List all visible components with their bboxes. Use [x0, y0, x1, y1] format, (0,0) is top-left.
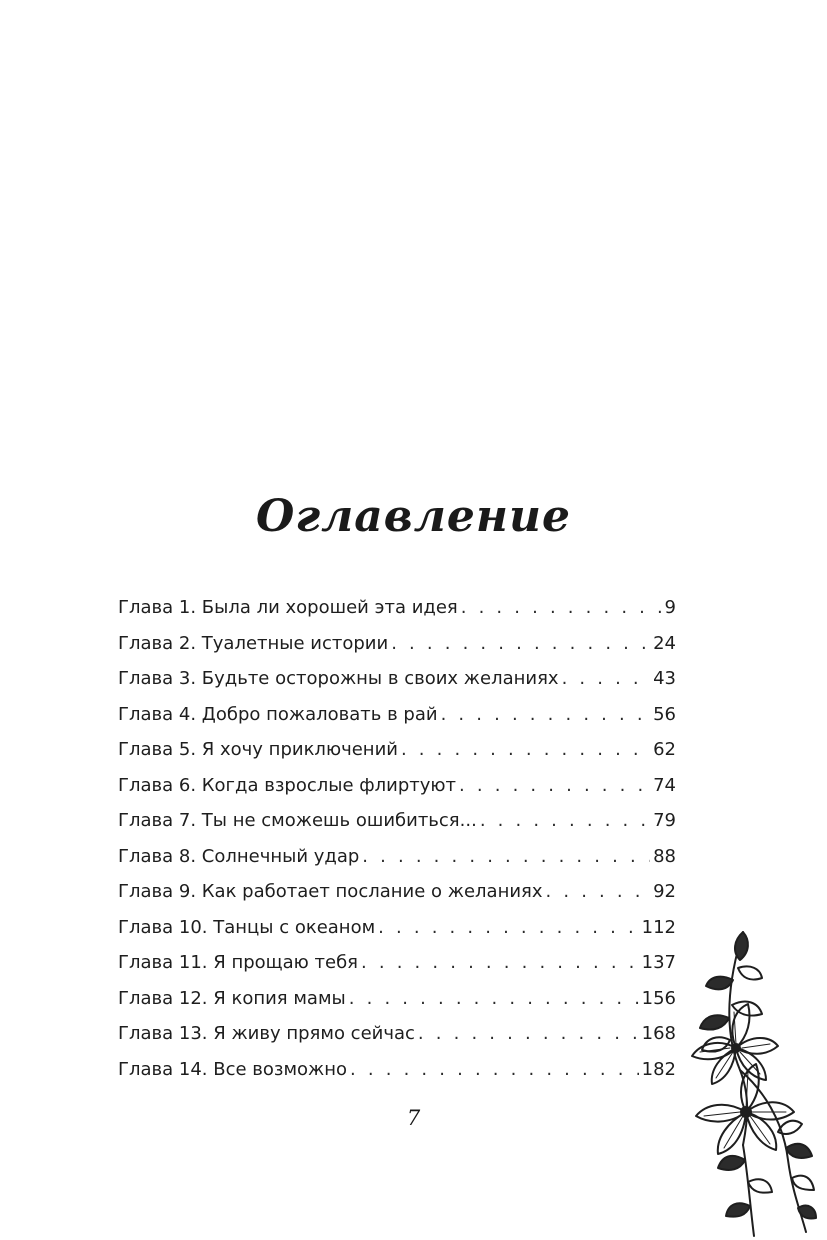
toc-entry: [118, 1052, 676, 1088]
toc-dot-leader: [459, 768, 650, 804]
toc-entry-label: Глава 14. Все возможно: [118, 1058, 348, 1080]
toc-dot-leader: [562, 661, 651, 697]
toc-entry-page: 43: [653, 668, 676, 689]
toc-entry-page: 79: [653, 810, 676, 831]
toc-dot-leader: [349, 981, 639, 1017]
toc-entry-page: 88: [653, 845, 676, 867]
toc-entry: [118, 945, 676, 981]
toc-entry-label: Глава 1. Была ли хорошей эта идея: [118, 597, 458, 618]
toc-entry-label: Глава 6. Когда взрослые флиртуют: [118, 774, 457, 796]
toc-entry-page: 74: [653, 774, 676, 796]
toc-entry-label: Глава 12. Я копия мамы: [118, 987, 346, 1009]
toc-entry-page: 92: [653, 881, 676, 902]
toc-entry: [118, 981, 676, 1017]
toc-entry-page: 62: [653, 739, 676, 760]
toc-entry-page: 156: [641, 987, 676, 1009]
toc-dot-leader: [350, 1052, 639, 1088]
toc-dot-leader: [362, 839, 650, 875]
toc-entry-page: 112: [641, 916, 676, 938]
toc-entry-label: Глава 3. Будьте осторожны в своих желаниях: [118, 668, 559, 689]
toc-dot-leader: [480, 803, 650, 839]
toc-entry-label: Глава 13. Я живу прямо сейчас: [118, 1023, 415, 1044]
toc-entry-page: 9: [664, 597, 676, 618]
toc-entry-label: Глава 9. Как работает послание о желаниях: [118, 881, 543, 902]
toc-entry: [118, 626, 676, 662]
toc-entry-label: Глава 10. Танцы с океаном: [118, 916, 376, 938]
page-title: Оглавление: [256, 491, 571, 543]
toc-entry: [118, 910, 676, 946]
toc-dot-leader: [361, 945, 639, 981]
toc-dot-leader: [391, 626, 650, 662]
toc-entry: [118, 803, 676, 839]
toc-entry-page: 24: [653, 632, 676, 654]
toc-entry-page: 137: [641, 952, 676, 973]
page-number: 7: [406, 1106, 421, 1130]
toc-entry: [118, 768, 676, 804]
toc-dot-leader: [378, 910, 638, 946]
toc-entry-label: Глава 8. Солнечный удар: [118, 845, 360, 867]
toc-entry-label: Глава 7. Ты не сможешь ошибиться...: [118, 810, 477, 831]
toc-entry: [118, 590, 676, 626]
toc-entry: [118, 697, 676, 733]
toc-entry-page: 182: [641, 1058, 676, 1080]
toc-dot-leader: [401, 732, 650, 768]
toc-entry-label: Глава 11. Я прощаю тебя: [118, 952, 359, 973]
toc-entry-label: Глава 5. Я хочу приключений: [118, 739, 398, 760]
flower-branch-icon: [688, 920, 818, 1238]
toc-dot-leader: [441, 697, 651, 733]
toc-entry-label: Глава 2. Туалетные истории: [118, 632, 389, 654]
toc-entry: [118, 1016, 676, 1052]
toc-entry-label: Глава 4. Добро пожаловать в рай: [118, 703, 438, 725]
toc-entry-page: 56: [653, 703, 676, 725]
toc-entry: [118, 874, 676, 910]
toc-entry: [118, 661, 676, 697]
toc-dot-leader: [546, 874, 651, 910]
toc-dot-leader: [461, 590, 662, 626]
toc-entry: [118, 732, 676, 768]
toc-entry-page: 168: [641, 1023, 676, 1044]
table-of-contents: [118, 590, 676, 1087]
toc-dot-leader: [418, 1016, 639, 1052]
toc-entry: [118, 839, 676, 875]
